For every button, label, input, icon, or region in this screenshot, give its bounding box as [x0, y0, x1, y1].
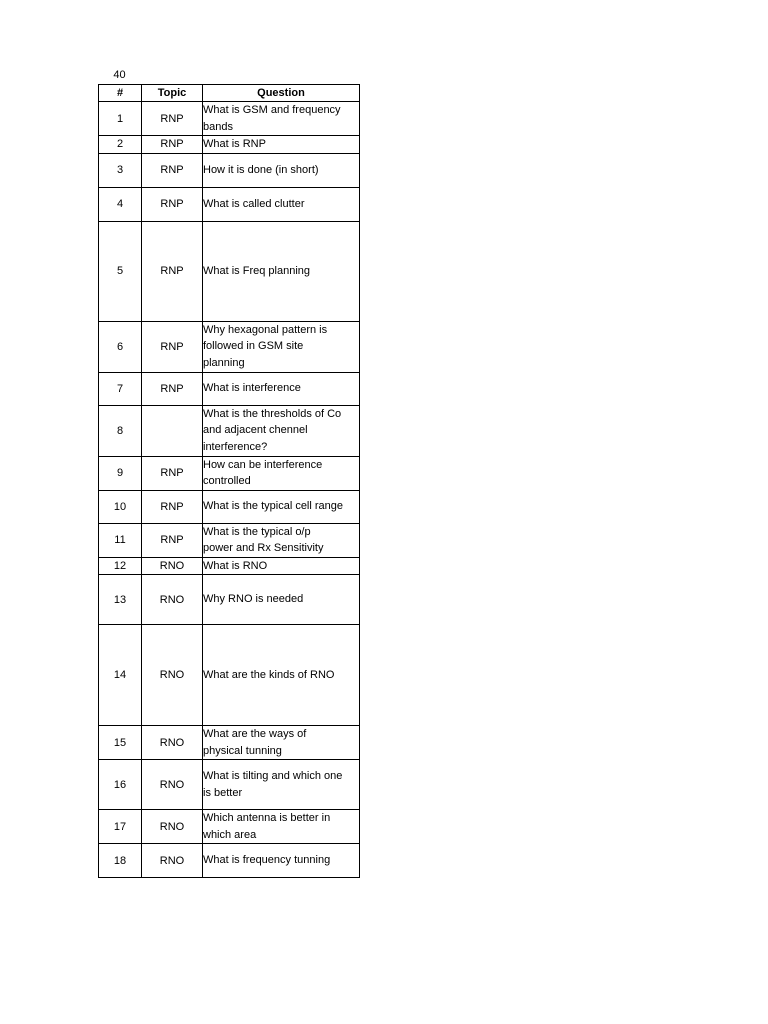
table-row [99, 523, 360, 557]
table-row [99, 102, 360, 136]
table-row [99, 405, 360, 456]
row-topic: RNP [142, 523, 203, 557]
column-header-question: Question [203, 85, 360, 102]
row-question: What is the typical cell range [203, 490, 360, 523]
table-row [99, 321, 360, 372]
row-number: 12 [99, 557, 142, 575]
row-question: What is Freq planning [203, 221, 360, 321]
row-number: 9 [99, 456, 142, 490]
row-topic: RNO [142, 760, 203, 810]
row-question: What is frequency tunning [203, 844, 360, 878]
row-question: Which antenna is better in which area [203, 810, 360, 844]
row-number: 4 [99, 187, 142, 221]
table-row [99, 456, 360, 490]
row-question: What is interference [203, 372, 360, 405]
column-header-topic: Topic [142, 85, 203, 102]
table-row [99, 221, 360, 321]
row-question: What is RNO [203, 557, 360, 575]
row-question: What is GSM and frequency bands [203, 102, 360, 136]
row-question: Why hexagonal pattern is followed in GSM site planning [203, 321, 360, 372]
row-question: What is the thresholds of Co and adjacent chennel interference? [203, 405, 360, 456]
row-question: Why RNO is needed [203, 575, 360, 625]
table-row [99, 372, 360, 405]
table-row [99, 557, 360, 575]
row-topic: RNP [142, 490, 203, 523]
table-row [99, 810, 360, 844]
row-number: 16 [99, 760, 142, 810]
table-row [99, 187, 360, 221]
row-number: 2 [99, 136, 142, 154]
table-row [99, 136, 360, 154]
table-header-row [99, 85, 360, 102]
row-number: 11 [99, 523, 142, 557]
row-topic: RNP [142, 187, 203, 221]
row-topic: RNP [142, 102, 203, 136]
row-number: 8 [99, 405, 142, 456]
table-row [99, 153, 360, 187]
row-topic: RNP [142, 456, 203, 490]
row-number: 15 [99, 726, 142, 760]
row-topic: RNO [142, 726, 203, 760]
table-row [99, 575, 360, 625]
table-row [99, 490, 360, 523]
question-table [98, 84, 360, 878]
row-number: 13 [99, 575, 142, 625]
row-topic: RNO [142, 810, 203, 844]
row-topic [142, 405, 203, 456]
row-number: 18 [99, 844, 142, 878]
row-topic: RNO [142, 625, 203, 726]
row-question: What is called clutter [203, 187, 360, 221]
question-count-label: 40 [113, 69, 126, 81]
row-number: 7 [99, 372, 142, 405]
row-question: How it is done (in short) [203, 153, 360, 187]
row-number: 10 [99, 490, 142, 523]
row-number: 17 [99, 810, 142, 844]
table-row [99, 844, 360, 878]
row-question: What are the ways of physical tunning [203, 726, 360, 760]
row-topic: RNP [142, 153, 203, 187]
row-question: How can be interference controlled [203, 456, 360, 490]
row-number: 3 [99, 153, 142, 187]
row-number: 5 [99, 221, 142, 321]
row-topic: RNP [142, 136, 203, 154]
row-question: What are the kinds of RNO [203, 625, 360, 726]
table-row [99, 726, 360, 760]
row-question: What is RNP [203, 136, 360, 154]
row-number: 1 [99, 102, 142, 136]
row-question: What is tilting and which one is better [203, 760, 360, 810]
row-topic: RNO [142, 557, 203, 575]
row-number: 14 [99, 625, 142, 726]
row-topic: RNO [142, 575, 203, 625]
row-question: What is the typical o/p power and Rx Sensitivity [203, 523, 360, 557]
row-number: 6 [99, 321, 142, 372]
row-topic: RNP [142, 221, 203, 321]
table-row [99, 625, 360, 726]
row-topic: RNO [142, 844, 203, 878]
row-topic: RNP [142, 321, 203, 372]
table-row [99, 760, 360, 810]
column-header-number: # [99, 85, 142, 102]
row-topic: RNP [142, 372, 203, 405]
